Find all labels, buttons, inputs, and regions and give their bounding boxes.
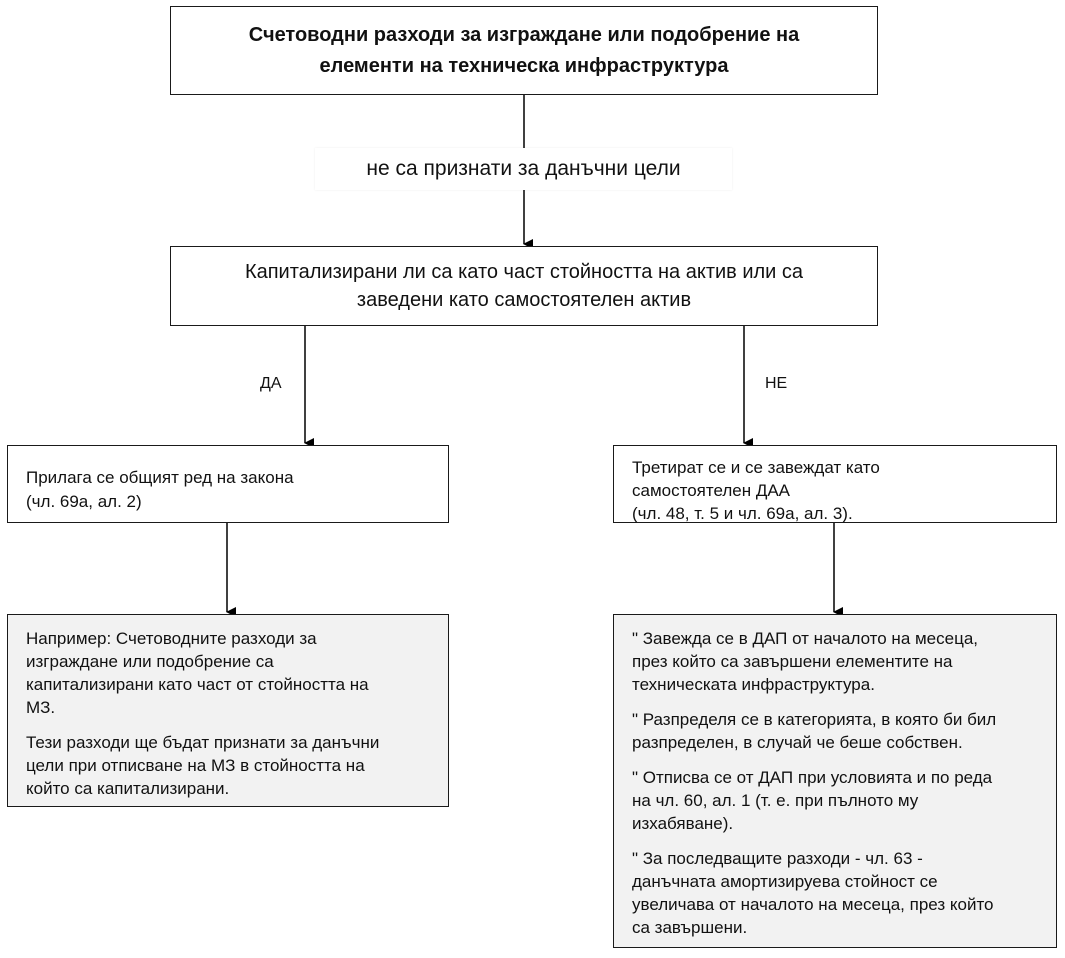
details-line: разпределен, в случай че беше собствен. (632, 733, 963, 752)
example-line: МЗ. (26, 698, 56, 717)
details-line: " Отписва се от ДАП при условията и по реда (632, 768, 993, 787)
details-line: техническата инфраструктура. (632, 675, 875, 694)
question-line: заведени като самостоятелен актив (356, 289, 692, 311)
details-line: са завършени. (632, 918, 748, 937)
general-rule-line: (чл. 69а, ал. 2) (26, 492, 142, 511)
details-line: " Разпределя се в категорията, в която би бил (632, 710, 997, 729)
example-paragraph (26, 731, 438, 800)
details-box (613, 614, 1057, 948)
example-line: капитализирани като част от стойността на (26, 675, 369, 694)
details-line: увеличава от началото на месеца, през който (632, 895, 994, 914)
details-line: на чл. 60, ал. 1 (т. е. при пълното му (632, 791, 919, 810)
details-line: " За последващите разходи - чл. 63 - (632, 849, 923, 868)
separate-asset-line: самостоятелен ДАА (632, 481, 791, 500)
question-line: Капитализирани ли са като част стойността на актив или са (244, 261, 804, 283)
example-box (7, 614, 449, 807)
title-line: елементи на техническа инфраструктура (319, 54, 729, 77)
example-paragraph (26, 627, 438, 719)
details-line: през който са завършени елементите на (632, 652, 953, 671)
title-box (170, 6, 878, 95)
details-paragraph (632, 847, 1046, 939)
not-recognized-label (315, 148, 732, 190)
details-paragraph (632, 708, 1046, 754)
not-recognized-text: не са признати за данъчни цели (366, 157, 681, 180)
title-line: Счетоводни разходи за изграждане или подобрение на (248, 23, 800, 46)
details-line: данъчната амортизируева стойност се (632, 872, 938, 891)
details-paragraph (632, 766, 1046, 835)
details-line: " Завежда се в ДАП от началото на месеца, (632, 629, 979, 648)
question-box (170, 246, 878, 326)
example-line: Например: Счетоводните разходи за (26, 629, 317, 648)
example-line: цели при отписване на МЗ в стойността на (26, 756, 365, 775)
separate-asset-line: (чл. 48, т. 5 и чл. 69а, ал. 3). (632, 504, 853, 523)
details-line: изхабяване). (632, 814, 734, 833)
example-line: изграждане или подобрение са (26, 652, 274, 671)
separate-asset-box (613, 445, 1057, 523)
general-rule-line: Прилага се общият ред на закона (26, 468, 294, 487)
general-rule-box (7, 445, 449, 523)
no-label: НЕ (765, 375, 788, 392)
yes-label: ДА (260, 375, 282, 392)
details-paragraph (632, 627, 1046, 696)
example-line: който са капитализирани. (26, 779, 230, 798)
separate-asset-line: Третират се и се завеждат като (632, 458, 880, 477)
example-line: Тези разходи ще бъдат признати за данъчни (26, 733, 380, 752)
